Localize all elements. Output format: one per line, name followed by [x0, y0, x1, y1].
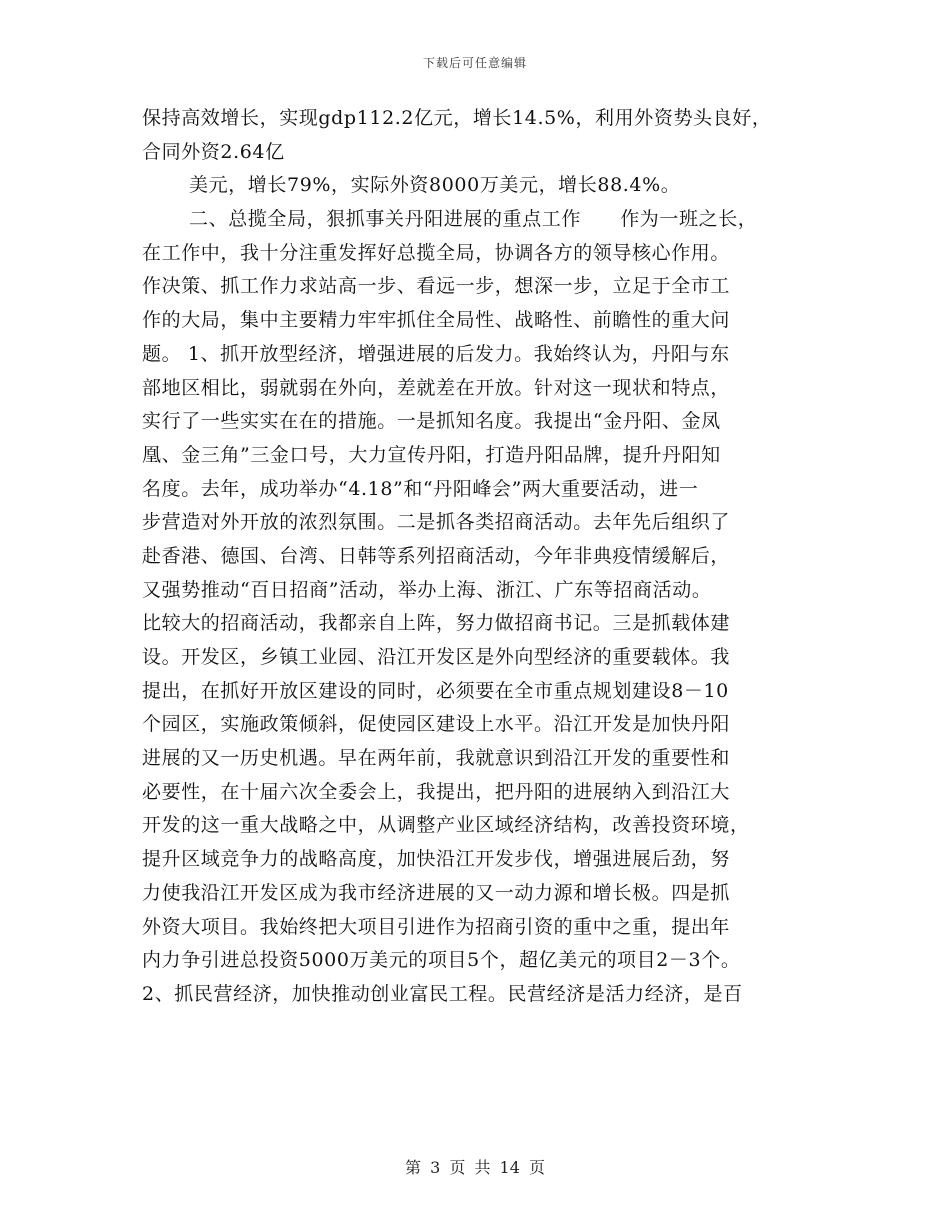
page-header-note: 下载后可任意编辑 [422, 56, 527, 70]
text-line: 提出，在抓好开放区建设的同时，必须要在全市重点规划建设8－10 [142, 679, 729, 702]
text-line: 力使我沿江开发区成为我市经济进展的又一动力源和增长极。四是抓 [142, 881, 731, 904]
text-line: 题。 1、抓开放型经济，增强进展的后发力。我始终认为，丹阳与东 [142, 342, 730, 365]
text-line: 美元，增长79%，实际外资8000万美元，增长88.4%。 [189, 174, 681, 197]
text-line: 必要性，在十届六次全委会上，我提出，把丹阳的进展纳入到沿江大 [142, 780, 731, 803]
document-body [142, 102, 812, 1012]
text-line: 凰、金三角”三金口号，大力宣传丹阳，打造丹阳品牌，提升丹阳知 [142, 443, 721, 466]
text-line: 提升区域竞争力的战略高度，加快沿江开发步伐，增强进展后劲，努 [142, 848, 731, 871]
page-number-footer: 第 3 页 共 14 页 [405, 1158, 545, 1177]
text-line: 部地区相比，弱就弱在外向，差就差在开放。针对这一现状和特点， [142, 376, 731, 399]
text-line: 步营造对外开放的浓烈氛围。二是抓各类招商活动。去年先后组织了 [142, 511, 731, 534]
text-line: 内力争引进总投资5000万美元的项目5个，超亿美元的项目2－3个。 [142, 949, 741, 972]
text-line: 名度。去年，成功举办“4.18”和“丹阳峰会”两大重要活动，进一 [142, 477, 699, 500]
text-line: 二、总揽全局，狠抓事关丹阳进展的重点工作 作为一班之长， [189, 208, 758, 231]
text-line: 在工作中，我十分注重发挥好总揽全局，协调各方的领导核心作用。 [142, 241, 731, 264]
text-line: 赴香港、德国、台湾、日韩等系列招商活动，今年非典疫情缓解后， [142, 544, 731, 567]
text-line: 作决策、抓工作力求站高一步、看远一步，想深一步，立足于全市工 [142, 275, 731, 298]
text-line: 外资大项目。我始终把大项目引进作为招商引资的重中之重，提出年 [142, 915, 731, 938]
text-line: 合同外资2.64亿 [142, 140, 285, 163]
text-line: 实行了一些实实在在的措施。一是抓知名度。我提出“金丹阳、金凤 [142, 410, 721, 433]
text-line: 又强势推动“百日招商”活动，举办上海、浙江、广东等招商活动。 [142, 578, 712, 601]
text-line: 设。开发区，乡镇工业园、沿江开发区是外向型经济的重要载体。我 [142, 646, 731, 668]
text-line: 作的大局，集中主要精力牢牢抓住全局性、战略性、前瞻性的重大问 [142, 309, 731, 332]
text-line: 保持高效增长，实现gdp112.2亿元，增长14.5%，利用外资势头良好， [142, 107, 772, 129]
text-line: 进展的又一历史机遇。早在两年前，我就意识到沿江开发的重要性和 [142, 747, 731, 770]
text-line: 个园区，实施政策倾斜，促使园区建设上水平。沿江开发是加快丹阳 [142, 713, 731, 736]
text-line: 开发的这一重大战略之中，从调整产业区域经济结构，改善投资环境， [142, 814, 750, 837]
text-line: 2、抓民营经济，加快推动创业富民工程。民营经济是活力经济，是百 [142, 982, 743, 1005]
text-line: 比较大的招商活动，我都亲自上阵，努力做招商书记。三是抓载体建 [142, 612, 731, 635]
